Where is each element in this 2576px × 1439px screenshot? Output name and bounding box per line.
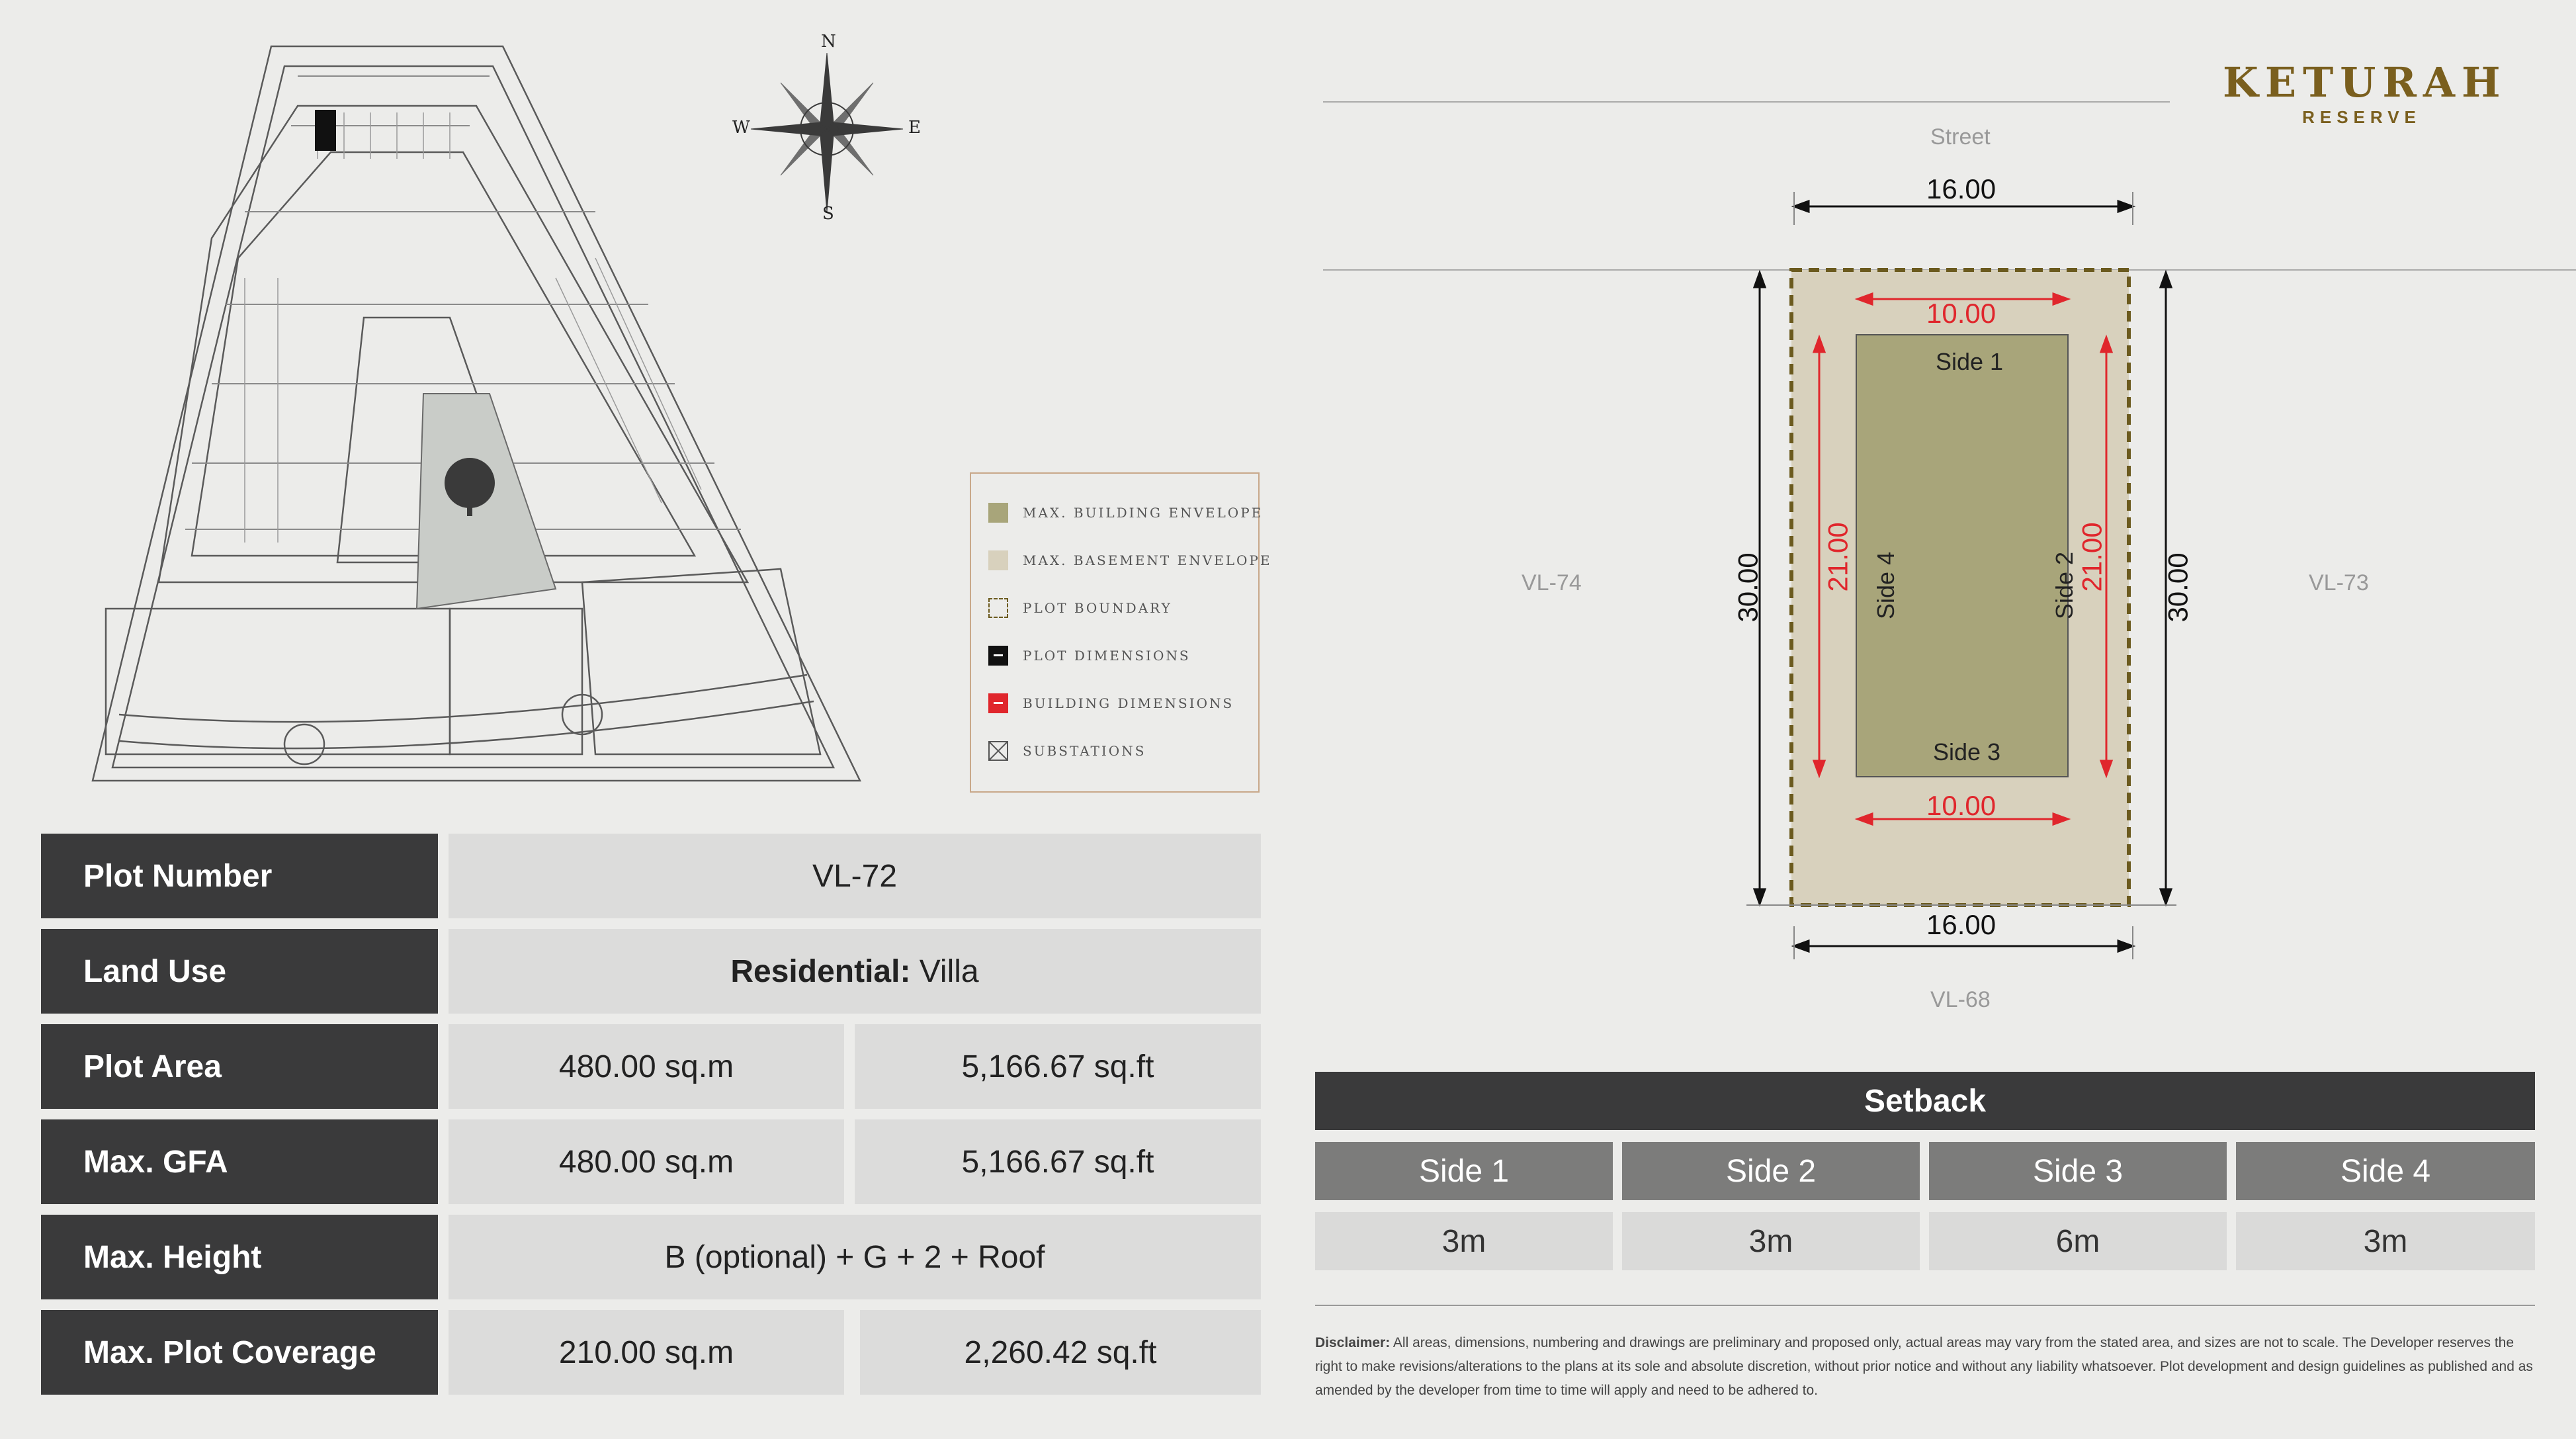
legend-item-building-dimensions bbox=[988, 693, 1234, 713]
brand-sub: RESERVE bbox=[2302, 107, 2421, 127]
compass-w: W bbox=[732, 118, 750, 138]
legend-item-basement-envelope bbox=[988, 550, 1271, 570]
legend-label: PLOT DIMENSIONS bbox=[1023, 648, 1191, 664]
setback-divider bbox=[1315, 1305, 2535, 1306]
max-coverage-sqft: 2,260.42 sq.ft bbox=[860, 1310, 1261, 1395]
legend-item-building-envelope bbox=[988, 503, 1263, 523]
land-use-value bbox=[449, 929, 1261, 1014]
disclaimer-text: All areas, dimensions, numbering and drawings are preliminary and proposed only, actual areas may vary from the stated area, and sizes are not to scale. The Developer reserves the right to make revisions/alterations to the plans at its sole and absolute discretion, without prior notice and without any liability whatsoever. Plot development and design guidelines as published and as amended by the developer from time to time will apply and need to be adhered to. bbox=[1315, 1335, 2533, 1398]
legend-item-substations bbox=[988, 741, 1146, 761]
setback-side-4-label: Side 4 bbox=[2236, 1142, 2535, 1200]
plot-depth-right: 30.00 bbox=[2162, 552, 2194, 623]
legend-label: PLOT BOUNDARY bbox=[1023, 600, 1172, 616]
plot-boundary-swatch-icon bbox=[988, 598, 1008, 618]
plot-area-label: Plot Area bbox=[41, 1024, 438, 1109]
setback-side-1-value: 3m bbox=[1315, 1212, 1613, 1270]
max-height-label: Max. Height bbox=[41, 1215, 438, 1299]
legend-label: SUBSTATIONS bbox=[1023, 743, 1146, 759]
neighbor-plot-left: VL-74 bbox=[1522, 570, 1582, 595]
plot-area-sqm: 480.00 sq.m bbox=[449, 1024, 844, 1109]
side-4-label: Side 4 bbox=[1872, 551, 1900, 620]
compass-n: N bbox=[821, 32, 836, 52]
legend-label: MAX. BASEMENT ENVELOPE bbox=[1023, 552, 1272, 568]
brand-name: KETURAH bbox=[2223, 58, 2507, 107]
setback-title: Setback bbox=[1315, 1072, 2535, 1130]
plot-dimensions-arrow-icon bbox=[988, 646, 1008, 666]
compass-e: E bbox=[908, 118, 921, 138]
plot-depth-left: 30.00 bbox=[1732, 552, 1764, 623]
neighbor-plot-right: VL-73 bbox=[2309, 570, 2369, 595]
legend-label: BUILDING DIMENSIONS bbox=[1023, 695, 1234, 711]
building-dimensions-arrow-icon bbox=[988, 693, 1008, 713]
land-use-bold: Residential: bbox=[730, 953, 911, 989]
building-envelope-swatch-icon bbox=[988, 503, 1008, 523]
plot-width-bottom: 16.00 bbox=[1926, 909, 1996, 940]
building-depth-right: 21.00 bbox=[2076, 522, 2108, 592]
max-gfa-sqft: 5,166.67 sq.ft bbox=[855, 1119, 1261, 1204]
max-height-value: B (optional) + G + 2 + Roof bbox=[449, 1215, 1261, 1299]
land-use-text: Villa bbox=[910, 953, 979, 989]
setback-side-2-label: Side 2 bbox=[1622, 1142, 1920, 1200]
compass-icon bbox=[724, 33, 929, 225]
side-2-label: Side 2 bbox=[2051, 551, 2079, 620]
disclaimer-title: Disclaimer: bbox=[1315, 1335, 1391, 1350]
setback-side-3-label: Side 3 bbox=[1929, 1142, 2227, 1200]
max-coverage-label: Max. Plot Coverage bbox=[41, 1310, 438, 1395]
max-coverage-sqm: 210.00 sq.m bbox=[449, 1310, 844, 1395]
building-depth-left: 21.00 bbox=[1822, 522, 1854, 592]
setback-side-2-value: 3m bbox=[1622, 1212, 1920, 1270]
building-width-bottom: 10.00 bbox=[1926, 790, 1996, 821]
max-gfa-sqm: 480.00 sq.m bbox=[449, 1119, 844, 1204]
legend-item-plot-boundary bbox=[988, 598, 1172, 618]
plot-number-value: VL-72 bbox=[449, 834, 1261, 918]
substation-cross-icon bbox=[988, 741, 1008, 761]
side-3-label: Side 3 bbox=[1933, 738, 2001, 765]
setback-side-1-label: Side 1 bbox=[1315, 1142, 1613, 1200]
building-width-top: 10.00 bbox=[1926, 298, 1996, 329]
neighbor-plot-bottom: VL-68 bbox=[1930, 987, 1991, 1012]
street-label: Street bbox=[1930, 124, 1991, 150]
basement-envelope-swatch-icon bbox=[988, 550, 1008, 570]
max-gfa-label: Max. GFA bbox=[41, 1119, 438, 1204]
plot-area-sqft: 5,166.67 sq.ft bbox=[855, 1024, 1261, 1109]
legend-item-plot-dimensions bbox=[988, 646, 1191, 666]
setback-side-4-value: 3m bbox=[2236, 1212, 2535, 1270]
disclaimer bbox=[1315, 1331, 2539, 1403]
legend-label: MAX. BUILDING ENVELOPE bbox=[1023, 505, 1264, 521]
compass-s: S bbox=[822, 204, 834, 224]
plot-width-top: 16.00 bbox=[1926, 173, 1996, 204]
plot-number-label: Plot Number bbox=[41, 834, 438, 918]
side-1-label: Side 1 bbox=[1936, 348, 2004, 375]
land-use-label: Land Use bbox=[41, 929, 438, 1014]
setback-side-3-value: 6m bbox=[1929, 1212, 2227, 1270]
plot-plan-lines bbox=[1316, 93, 2576, 966]
compass-rose bbox=[724, 33, 929, 225]
